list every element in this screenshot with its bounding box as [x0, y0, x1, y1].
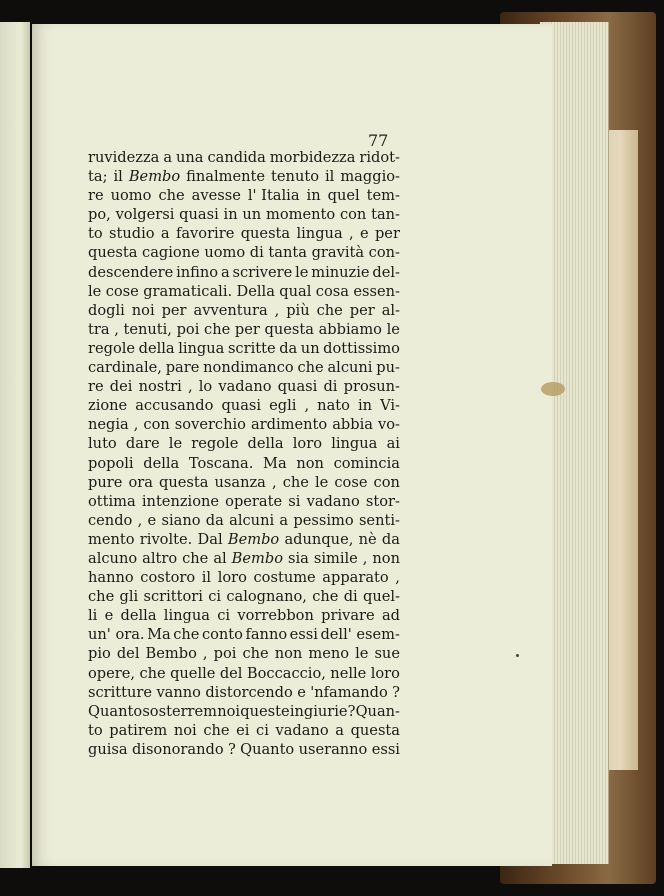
word: tanta [268, 244, 307, 262]
word: del [219, 664, 243, 682]
text-line [88, 434, 400, 453]
word: minuzie [311, 263, 370, 281]
word: useranno [298, 740, 368, 758]
text-line [88, 644, 400, 663]
word: di [249, 244, 264, 262]
word: patirem [109, 721, 168, 739]
text-line [88, 339, 400, 358]
text-line [88, 568, 400, 587]
word: dottissimo [323, 339, 400, 357]
word: del- [372, 263, 400, 281]
word: e [104, 607, 114, 625]
word: questa [264, 320, 314, 338]
word: più [286, 301, 310, 319]
text-line [88, 511, 400, 530]
text-line [88, 454, 400, 473]
word: con- [368, 244, 400, 262]
word: non [274, 645, 303, 663]
word: che [316, 301, 343, 319]
word: , [133, 416, 139, 434]
word: infino [176, 263, 219, 281]
word: essi [289, 626, 318, 644]
word: Della [236, 282, 275, 300]
word: della [120, 607, 157, 625]
word: le [168, 435, 183, 453]
word: da [381, 530, 400, 548]
word: nostri [138, 378, 182, 396]
word: egli [269, 397, 297, 415]
word: zione [88, 397, 128, 415]
word: vadano [306, 492, 360, 510]
word: to [88, 225, 103, 243]
word: poi [213, 645, 237, 663]
word: non [372, 549, 400, 567]
word: ridot- [359, 149, 400, 166]
word: Dal [197, 530, 223, 548]
word: al [213, 549, 227, 567]
word: lingua [178, 339, 225, 357]
word: privare [321, 607, 375, 625]
word: essi [371, 740, 400, 758]
word: essen- [353, 282, 400, 300]
word: Quan- [355, 702, 400, 720]
word: to [88, 721, 103, 739]
word: tem- [366, 187, 400, 205]
word: vanno [156, 683, 201, 701]
word: le [355, 645, 369, 663]
word: avventura [193, 301, 268, 319]
word: in [357, 397, 373, 415]
page-number: 77 [368, 131, 389, 150]
word: uomo [204, 244, 246, 262]
word: ci [256, 721, 269, 739]
word: , [395, 569, 400, 587]
word: gramaticali. [143, 282, 233, 300]
word: Bembo [128, 168, 181, 186]
word: re [88, 378, 104, 396]
word: loro [292, 435, 322, 453]
word: loro [370, 664, 400, 682]
text-line [88, 167, 400, 186]
word: al- [381, 301, 400, 319]
text-line [88, 282, 400, 301]
word: fanno [245, 626, 288, 644]
paper-stain [541, 382, 565, 396]
word: cose [334, 473, 368, 491]
word: vadano [218, 378, 272, 396]
word: un [300, 339, 320, 357]
word: calognano, [226, 588, 307, 606]
word: con [339, 206, 367, 224]
word: li [88, 607, 98, 625]
word: hanno [88, 569, 134, 587]
word: opere, [88, 664, 136, 682]
word: senti- [358, 511, 400, 529]
word: per [349, 301, 375, 319]
word: che [139, 664, 166, 682]
word: lingua [331, 435, 378, 453]
word: meno [308, 645, 350, 663]
word: alcuni [229, 511, 275, 529]
word: a [335, 721, 344, 739]
word: per [161, 301, 187, 319]
word: stor- [365, 492, 400, 510]
word: quasi [221, 397, 262, 415]
word: , [137, 511, 143, 529]
word: non [296, 454, 324, 472]
word: che [282, 473, 309, 491]
word: con [143, 416, 170, 434]
word: nato [317, 397, 350, 415]
word: , [187, 378, 193, 396]
word: per [234, 320, 260, 338]
left-page [0, 22, 30, 868]
word: Bembo [227, 530, 280, 548]
word: ingiurie? [289, 702, 356, 720]
word: adunque, [284, 530, 354, 548]
word: descendere [88, 263, 174, 281]
word: , [202, 645, 208, 663]
word: a [163, 149, 173, 166]
word: che [88, 588, 115, 606]
word: noi [217, 702, 241, 720]
word: a [160, 225, 170, 243]
word: scrivere [232, 263, 293, 281]
word: Bembo [145, 645, 197, 663]
word: che [204, 320, 231, 338]
text-line [88, 587, 400, 606]
word: dogli [88, 301, 125, 319]
word: che [312, 588, 339, 606]
word: questa [88, 244, 138, 262]
word: ora [128, 473, 153, 491]
word: tenuto [271, 168, 319, 186]
word: un [242, 206, 262, 224]
word: rivolte. [139, 530, 193, 548]
word: prosun- [343, 378, 400, 396]
word: del [116, 645, 140, 663]
word: mento [88, 530, 135, 548]
word: qual [279, 282, 312, 300]
word: luto [88, 435, 117, 453]
word: guisa [88, 740, 128, 758]
word: ? [227, 740, 236, 758]
word: gravità [311, 244, 365, 262]
word: pure [88, 473, 123, 491]
word: noi [131, 301, 155, 319]
word: finalmente [186, 168, 266, 186]
word: in [306, 187, 321, 205]
text-line [88, 606, 400, 625]
text-line [88, 740, 400, 759]
word: regole [191, 435, 239, 453]
word: comincia [333, 454, 400, 472]
text-line [88, 186, 400, 205]
word: ci [208, 588, 222, 606]
word: e [297, 683, 306, 701]
word: questa [350, 721, 400, 739]
word: costume [253, 569, 316, 587]
word: candida [207, 149, 266, 166]
word: pio [88, 645, 111, 663]
word: ci [217, 607, 231, 625]
word: intenzione [141, 492, 220, 510]
word: Bembo [231, 549, 283, 567]
word: pessimo [293, 511, 354, 529]
paper-mark [516, 654, 519, 657]
word: ardimento [250, 416, 328, 434]
text-line [88, 721, 400, 740]
word: quasi [179, 206, 219, 224]
text-line [88, 492, 400, 511]
word: questa [240, 225, 291, 243]
word: tra [88, 320, 110, 338]
text-line [88, 625, 400, 644]
word: lingua [296, 225, 343, 243]
word: ad [381, 607, 400, 625]
word: pu- [376, 359, 400, 377]
body-text [88, 148, 400, 759]
word: nondimanco [203, 359, 294, 377]
word: da [205, 511, 224, 529]
word: tan- [371, 206, 400, 224]
word: quel- [363, 588, 400, 606]
text-line [88, 377, 400, 396]
word: sue [374, 645, 400, 663]
word: Boccaccio, [246, 664, 326, 682]
word: le [314, 473, 329, 491]
word: popoli [88, 454, 134, 472]
text-line [88, 530, 400, 549]
word: Quanto [240, 740, 295, 758]
word: regole [88, 339, 136, 357]
word: quasi [277, 378, 318, 396]
word: per [374, 225, 400, 243]
word: che [297, 359, 324, 377]
word: costoro [140, 569, 196, 587]
word: scrittori [143, 588, 203, 606]
word: Vi- [380, 397, 400, 415]
word: che [182, 549, 209, 567]
word: , [362, 549, 368, 567]
word: quelle [170, 664, 216, 682]
word: loro [217, 569, 247, 587]
text-line [88, 148, 400, 167]
word: e [359, 225, 369, 243]
word: morbidezza [269, 149, 356, 166]
word: uomo [110, 187, 152, 205]
word: le [386, 320, 400, 338]
word: volgersi [115, 206, 175, 224]
word: poi [176, 320, 200, 338]
word: vadano [275, 721, 329, 739]
word: un' ora. [88, 626, 145, 644]
word: conto [201, 626, 243, 644]
word: sosterrem [142, 702, 218, 720]
word: con [373, 473, 400, 491]
word: le [88, 282, 102, 300]
word: questa [158, 473, 209, 491]
word: gli [119, 588, 139, 606]
text-line [88, 358, 400, 377]
word: di [343, 588, 358, 606]
word: lo [198, 378, 213, 396]
word: cardinale, [88, 359, 162, 377]
word: favorire [175, 225, 235, 243]
word: si [288, 492, 301, 510]
word: , [274, 301, 280, 319]
word: scritture [88, 683, 153, 701]
word: alcuni [327, 359, 373, 377]
word: nelle [330, 664, 367, 682]
word: che [158, 187, 185, 205]
word: maggio- [340, 168, 400, 186]
word: e [147, 511, 157, 529]
word: soverchio [174, 416, 246, 434]
word: che [203, 721, 230, 739]
word: pare [165, 359, 200, 377]
text-line [88, 664, 400, 683]
word: cosa [315, 282, 349, 300]
word: di [323, 378, 338, 396]
word: lingua [163, 607, 210, 625]
word: tenuti, [123, 320, 172, 338]
word: che [173, 626, 200, 644]
text-line [88, 301, 400, 320]
text-line [88, 549, 400, 568]
word: operate [225, 492, 283, 510]
word: re [88, 187, 104, 205]
word: quel [327, 187, 360, 205]
word: Ma [147, 626, 171, 644]
word: accusando [135, 397, 214, 415]
word: ai [386, 435, 400, 453]
text-line [88, 396, 400, 415]
word: cose [105, 282, 139, 300]
word: dare [125, 435, 160, 453]
word: queste [240, 702, 290, 720]
word: da [279, 339, 298, 357]
word: ottima [88, 492, 136, 510]
word: abbia [332, 416, 373, 434]
word: 'nfamando [310, 683, 388, 701]
word: dei [109, 378, 133, 396]
word: disonorando [131, 740, 224, 758]
word: altro [142, 549, 178, 567]
word: cendo [88, 511, 133, 529]
text-line [88, 243, 400, 262]
word: della [247, 435, 284, 453]
word: siano [161, 511, 201, 529]
word: nè [358, 530, 377, 548]
word: a [220, 263, 230, 281]
word: a [279, 511, 289, 529]
word: dell' esem- [320, 626, 400, 644]
word: negia [88, 416, 129, 434]
text-line [88, 205, 400, 224]
word: vorrebbon [237, 607, 314, 625]
word: il [201, 569, 212, 587]
word: Quanto [88, 702, 143, 720]
text-line [88, 702, 400, 721]
word: , [304, 397, 310, 415]
word: simile [313, 549, 358, 567]
word: scritte [227, 339, 276, 357]
word: momento [266, 206, 336, 224]
word: , [271, 473, 277, 491]
word: della [143, 454, 180, 472]
text-line [88, 263, 400, 282]
word: il [325, 168, 335, 186]
word: in [223, 206, 238, 224]
word: po, [88, 206, 111, 224]
word: apparato [322, 569, 389, 587]
word: abbiamo [318, 320, 382, 338]
word: noi [173, 721, 197, 739]
word: sia [287, 549, 309, 567]
word: usanza [214, 473, 266, 491]
text-line [88, 320, 400, 339]
word: , [114, 320, 119, 338]
word: studio [109, 225, 155, 243]
word: Toscana. [188, 454, 254, 472]
word: una [176, 149, 204, 166]
text-line [88, 473, 400, 492]
text-line [88, 683, 400, 702]
word: distorcendo [205, 683, 293, 701]
text-line [88, 224, 400, 243]
word: cagione [142, 244, 200, 262]
word: l' Italia [247, 187, 300, 205]
word: le [295, 263, 309, 281]
word: ? [392, 683, 400, 701]
word: ruvidezza [88, 149, 160, 166]
word: ei [236, 721, 250, 739]
word: , [349, 225, 354, 243]
word: Ma [263, 454, 287, 472]
word: alcuno [88, 549, 138, 567]
word: avesse [191, 187, 241, 205]
word: vo- [378, 416, 400, 434]
text-line [88, 415, 400, 434]
word: della [138, 339, 175, 357]
word: il [113, 168, 123, 186]
word: ta; [88, 168, 108, 186]
word: che [242, 645, 269, 663]
